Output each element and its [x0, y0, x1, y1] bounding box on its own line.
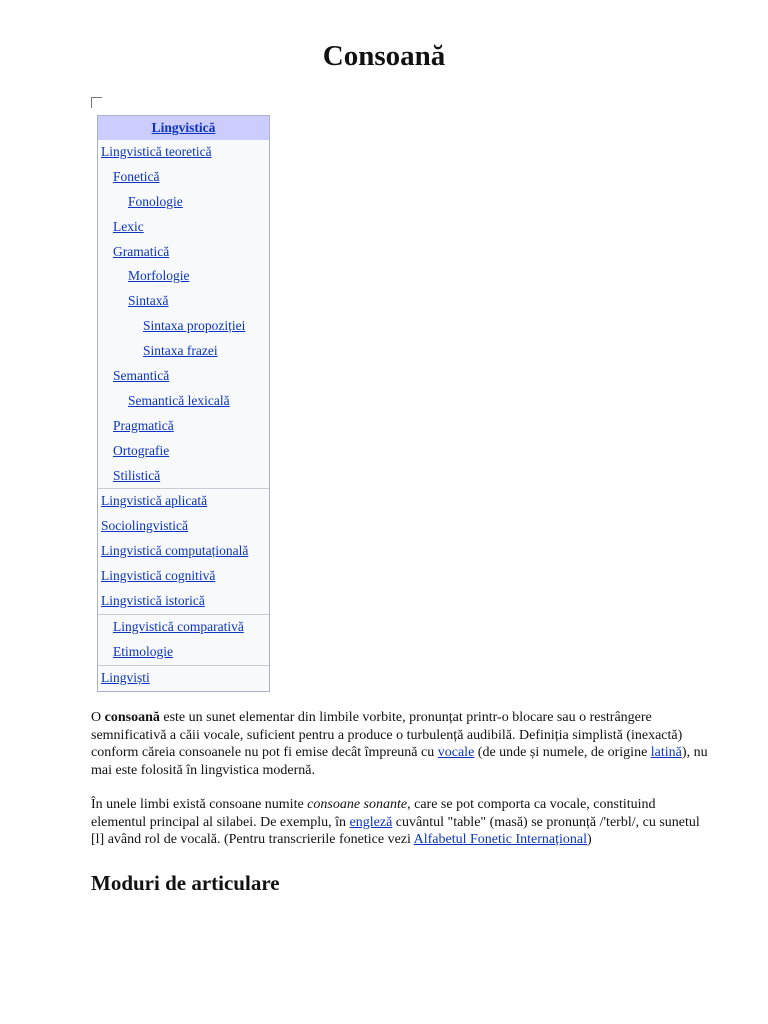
- navbox-item-link[interactable]: Sintaxa frazei: [143, 343, 218, 359]
- paragraph-sonants: [91, 796, 709, 849]
- navbox-item-link[interactable]: Fonetică: [113, 168, 160, 184]
- paragraph-intro: [91, 709, 709, 779]
- navbox-item: [98, 215, 269, 240]
- navbox-item-link[interactable]: Lingvistică aplicată: [101, 493, 208, 509]
- navbox-item: [98, 439, 269, 464]
- navbox-item-link[interactable]: Pragmatică: [113, 417, 174, 433]
- navbox-item-link[interactable]: Morfologie: [128, 268, 190, 284]
- navbox-item-link[interactable]: Lingvistică comparativă: [113, 618, 244, 634]
- navbox-item: [98, 314, 269, 339]
- navbox-item-link[interactable]: Ortografie: [113, 442, 170, 458]
- link-vocale[interactable]: vocale: [437, 745, 475, 760]
- navbox-item: [98, 614, 269, 640]
- section-heading: Moduri de articulare: [91, 871, 280, 895]
- navbox-item: [98, 464, 269, 489]
- text-run: , care se pot comporta ca vocale, constituind elementul principal al silabei. De exemplu, în: [91, 797, 656, 830]
- navbox-item: [98, 240, 269, 265]
- italic-term: consoane sonante: [307, 797, 408, 812]
- navbox-item: [98, 140, 269, 165]
- text-run: cuvântul "table" (masă) se pronunță /'terbl/, cu sunetul [l] având rol de vocală. (Pentru transcrierile fonetice vezi: [91, 814, 700, 847]
- navbox-item-link[interactable]: Semantică: [113, 368, 170, 384]
- navbox-item: [98, 289, 269, 314]
- link-engleza[interactable]: engleză: [349, 814, 393, 830]
- navbox-item: [98, 640, 269, 665]
- navbox-item: [98, 539, 269, 564]
- navbox-item: [98, 514, 269, 539]
- text-run: (de unde și numele, de origine: [474, 745, 651, 760]
- navbox-item-link[interactable]: Semantică lexicală: [128, 392, 230, 408]
- navbox-item-link[interactable]: Etimologie: [113, 643, 173, 659]
- navbox-item-link[interactable]: Lingvistică teoretică: [101, 144, 212, 159]
- navbox-item-link[interactable]: Sociolingvistică: [101, 518, 188, 534]
- navbox-item: [98, 389, 269, 414]
- navbox-list: [98, 140, 269, 691]
- text-run: În unele limbi există consoane numite: [91, 797, 308, 812]
- navbox-item-link[interactable]: Lexic: [113, 218, 144, 234]
- bold-term: consoană: [104, 710, 160, 725]
- navbox-header: [98, 116, 269, 140]
- navbox-item-link[interactable]: Sintaxă: [128, 293, 169, 309]
- image-placeholder-icon: [91, 97, 102, 108]
- navbox-item: [98, 414, 269, 439]
- navbox-header-link[interactable]: Lingvistică: [151, 120, 216, 135]
- navbox-item-link[interactable]: Sintaxa propoziției: [143, 318, 246, 334]
- text-run: ): [587, 832, 592, 847]
- navbox-item-link[interactable]: Lingviști: [101, 669, 150, 685]
- page-title: Consoană: [322, 40, 446, 72]
- linguistics-navbox: [97, 115, 270, 692]
- navbox-item-link[interactable]: Stilistică: [113, 467, 161, 483]
- navbox-item: [98, 589, 269, 614]
- navbox-item-link[interactable]: Fonologie: [128, 193, 183, 209]
- navbox-item: [98, 564, 269, 589]
- text-run: este un sunet elementar din limbile vorbite, pronunțat printr-o blocare sau o restrângere semnificativă a căii vocale, suficient pentru a produce o turbulență audibilă. Definiția simplistă (inexactă) conform căreia consoanele nu pot fi emise decât împreună cu: [91, 710, 683, 760]
- text-run: ), nu mai este folosită în lingvistica modernă.: [91, 745, 708, 778]
- navbox-item: [98, 190, 269, 215]
- navbox-item: [98, 488, 269, 514]
- navbox-item-link[interactable]: Lingvistică cognitivă: [101, 568, 216, 584]
- navbox-item: [98, 339, 269, 364]
- navbox-item-link[interactable]: Lingvistică computațională: [101, 543, 249, 559]
- article-body: [91, 709, 709, 866]
- navbox-item: [98, 165, 269, 190]
- navbox-item: [98, 264, 269, 289]
- link-ipa[interactable]: Alfabetul Fonetic Internațional: [413, 832, 588, 847]
- text-run: O: [91, 710, 105, 725]
- link-latina[interactable]: latină: [650, 745, 682, 760]
- navbox-item-link[interactable]: Lingvistică istorică: [101, 593, 205, 609]
- navbox-item: [98, 364, 269, 389]
- navbox-item: [98, 665, 269, 691]
- navbox-item-link[interactable]: Gramatică: [113, 243, 170, 259]
